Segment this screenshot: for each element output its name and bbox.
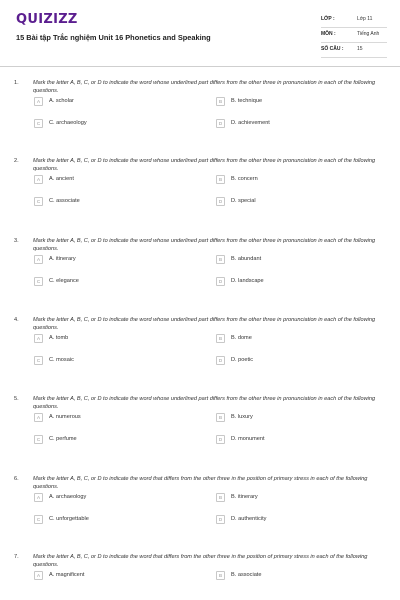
question-number: 2. [14,158,19,164]
option-letter-box: C [34,119,43,128]
meta-label: SỐ CÂU : [321,46,344,52]
option-letter-box: C [34,277,43,286]
meta-value: Lớp 11 [357,16,373,22]
option-text: C. mosaic [49,357,74,363]
option-text: C. archaeology [49,120,87,126]
option-letter-box: A [34,175,43,184]
question-prompt: Mark the letter A, B, C, or D to indicate the word whose underlined part differs from the other three in pronunciation in each of the following questions. [33,158,376,172]
meta-row-class [321,16,387,28]
meta-value: 15 [357,46,363,52]
option-letter-box: A [34,255,43,264]
option-text: A. scholar [49,98,74,104]
option-text: A. magnificent [49,572,85,578]
question-number: 3. [14,238,19,244]
option-text: A. ancient [49,176,74,182]
question-prompt: Mark the letter A, B, C, or D to indicate the word whose underlined part differs from the other three in pronunciation in each of the following questions. [33,396,376,410]
option-letter-box: C [34,515,43,524]
option-text: A. archaeology [49,494,87,500]
question-prompt: Mark the letter A, B, C, or D to indicate the word that differs from the other three in the position of primary stress in each of the following questions. [33,476,368,490]
option-letter-box: D [216,119,225,128]
option-text: C. unforgettable [49,516,89,522]
option-letter-box: B [216,175,225,184]
quizizz-logo: QUIZIZZ [16,12,78,27]
option-text: B. concern [231,176,258,182]
option-text: B. abundant [231,256,262,262]
option-letter-box: A [34,571,43,580]
option-letter-box: B [216,413,225,422]
option-letter-box: B [216,255,225,264]
option-text: D. achievement [231,120,270,126]
question-prompt: Mark the letter A, B, C, or D to indicate the word whose underlined part differs from the other three in pronunciation in each of the following questions. [33,238,376,252]
option-text: B. technique [231,98,263,104]
option-text: B. associate [231,572,262,578]
meta-label: MÔN : [321,31,336,37]
option-letter-box: B [216,493,225,502]
option-letter-box: B [216,334,225,343]
meta-row-count [321,46,387,58]
header-divider [0,66,400,67]
option-text: D. authenticity [231,516,267,522]
question-number: 1. [14,80,19,86]
question-prompt: Mark the letter A, B, C, or D to indicate the word that differs from the other three in the position of primary stress in each of the following questions. [33,554,368,568]
option-letter-box: B [216,97,225,106]
page-title: 15 Bài tập Trắc nghiệm Unit 16 Phonetics and Speaking [16,33,211,42]
option-letter-box: D [216,197,225,206]
meta-value: Tiếng Anh [357,31,380,37]
option-text: B. itinerary [231,494,258,500]
question-prompt: Mark the letter A, B, C, or D to indicate the word whose underlined part differs from the other three in pronunciation in each of the following questions. [33,317,376,331]
option-letter-box: D [216,515,225,524]
option-text: B. dome [231,335,252,341]
option-text: C. associate [49,198,80,204]
option-letter-box: C [34,435,43,444]
question-number: 4. [14,317,19,323]
option-letter-box: D [216,356,225,365]
question-number: 5. [14,396,19,402]
meta-label: LỚP : [321,16,335,22]
option-text: D. special [231,198,256,204]
option-text: C. perfume [49,436,77,442]
option-letter-box: A [34,334,43,343]
question-prompt: Mark the letter A, B, C, or D to indicate the word whose underlined part differs from the other three in pronunciation in each of the following questions. [33,80,376,94]
option-letter-box: A [34,97,43,106]
option-text: A. tomb [49,335,69,341]
option-text: D. poetic [231,357,254,363]
option-text: A. itinerary [49,256,76,262]
option-letter-box: D [216,277,225,286]
question-number: 7. [14,554,19,560]
option-letter-box: A [34,493,43,502]
option-letter-box: C [34,356,43,365]
option-text: A. numerous [49,414,81,420]
option-text: B. luxury [231,414,253,420]
option-letter-box: A [34,413,43,422]
option-text: C. elegance [49,278,79,284]
question-number: 6. [14,476,19,482]
option-text: D. monument [231,436,265,442]
option-letter-box: B [216,571,225,580]
option-letter-box: D [216,435,225,444]
option-letter-box: C [34,197,43,206]
meta-box [321,16,387,61]
meta-row-subject [321,31,387,43]
option-text: D. landscape [231,278,264,284]
